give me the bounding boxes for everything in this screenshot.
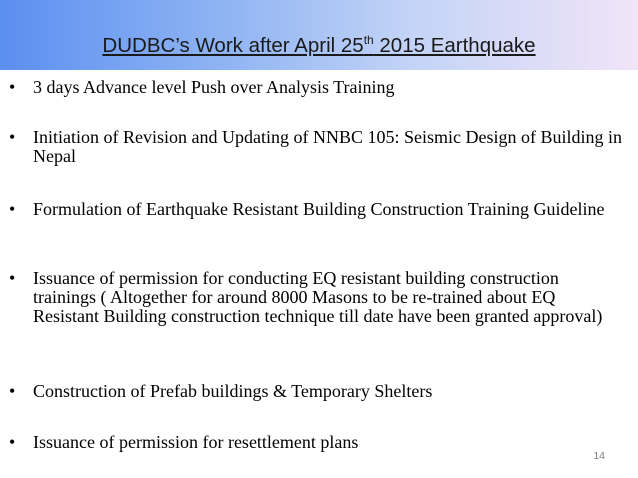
bullet-dot-icon: • (9, 432, 16, 452)
bullet-text: 3 days Advance level Push over Analysis Training (33, 77, 395, 97)
bullet-text: Formulation of Earthquake Resistant Building Construction Training Guideline (33, 199, 605, 219)
bullet-text: Issuance of permission for resettlement plans (33, 432, 359, 452)
slide-title-suffix: 2015 Earthquake (373, 34, 536, 57)
bullet-dot-icon: • (9, 77, 16, 97)
bullet-dot-icon: • (9, 127, 16, 147)
bullet-dot-icon: • (9, 381, 16, 401)
page-number: 14 (593, 450, 605, 462)
bullet-item (9, 128, 621, 166)
bullet-text: Issuance of permission for conducting EQ resistant building construction trainings ( Altogether for around 8000 Masons to be re-trained about EQ Resistant Building construction technique till date have been granted approval) (33, 268, 603, 326)
bullet-item (9, 433, 621, 452)
bullet-dot-icon: • (9, 199, 16, 219)
bullet-item (9, 269, 621, 326)
slide-title-prefix: DUDBC’s Work after April 25 (102, 34, 364, 57)
slide-title-superscript: th (363, 33, 374, 48)
bullet-item (9, 382, 621, 401)
bullet-text: Construction of Prefab buildings & Temporary Shelters (33, 381, 433, 401)
bullet-item (9, 78, 621, 97)
bullet-text: Initiation of Revision and Updating of NNBC 105: Seismic Design of Building in Nepal (33, 127, 622, 166)
bullet-item (9, 200, 621, 219)
bullet-dot-icon: • (9, 268, 16, 288)
